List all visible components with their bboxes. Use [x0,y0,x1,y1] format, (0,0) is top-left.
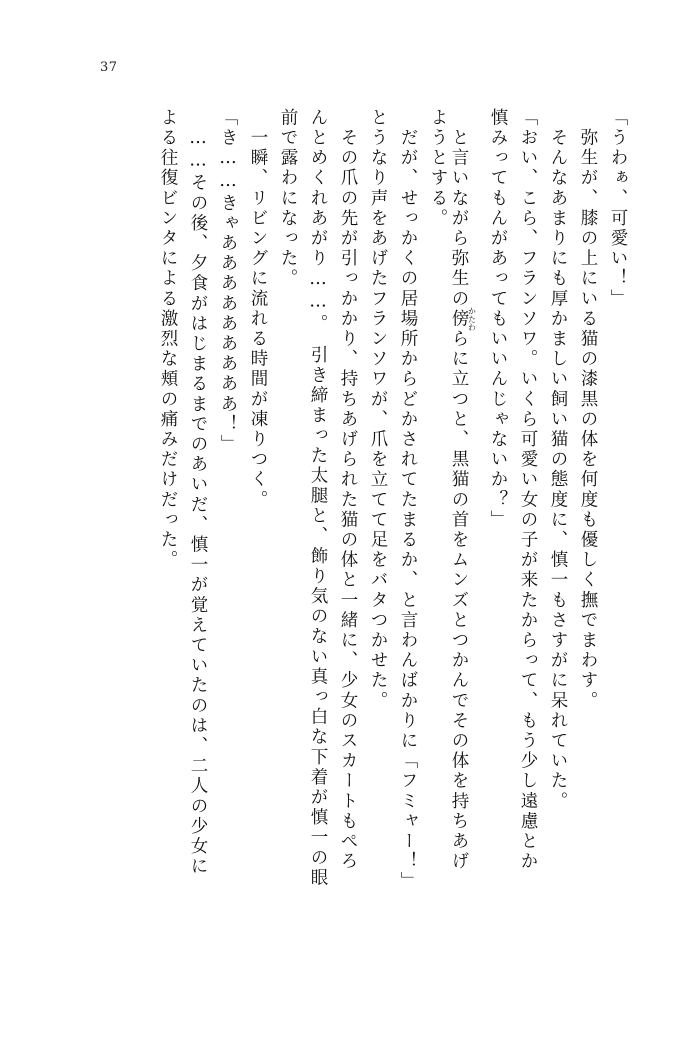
text-line: 弥生が、膝の上にいる猫の漆黒の体を何度も優しく撫でまわす。 [578,108,598,711]
text-line: そんなあまりにも厚かましい飼い猫の態度に、慎一もさすがに呆れていた。 [548,108,568,812]
text-line: と言いながら弥生の傍かたわらに立つと、黒猫の首をムンズとつかんでその体を持ちあげ [449,108,477,872]
text-line: だが、せっかくの居場所からどかされてたまるか、と言わんばかりに「フミャー！」 [398,108,418,892]
page-number: 37 [100,60,118,75]
text-line: ようとする。 [428,108,448,229]
text-line: 「き……きゃあああああああああ！」 [218,108,238,455]
text-line: んとめくれあがり……。 引き締まった太腿と、飾り気のない真っ白な下着が慎一の眼 [308,108,328,889]
vertical-text-block [74,108,626,988]
text-line: よる往復ビンタによる激烈な頬の痛みだけだった。 [158,108,178,571]
text-line: その爪の先が引っかかり、持ちあげられた猫の体と一緒に、少女のスカートもぺろ [338,108,358,872]
text-line: 一瞬、リビングに流れる時間が凍りつく。 [248,108,268,510]
text-line: 慎みってもんがあってもいいんじゃないか？」 [488,108,508,531]
text-line: 前で露わになった。 [278,108,298,289]
text-line: 「おい、こら、フランソワ。いくら可愛い女の子が来たからって、もう少し遠慮とか [518,108,538,872]
text-line: 「うわぁ、可愛い！」 [608,108,628,309]
text-line: とうなり声をあげたフランソワが、爪を立てて足をバタつかせた。 [368,108,388,711]
ruby-annotation: 傍かたわ [449,307,477,332]
text-line: ……その後、夕食がはじまるまでのあいだ、慎一が覚えていたのは、二人の少女に [188,108,208,877]
